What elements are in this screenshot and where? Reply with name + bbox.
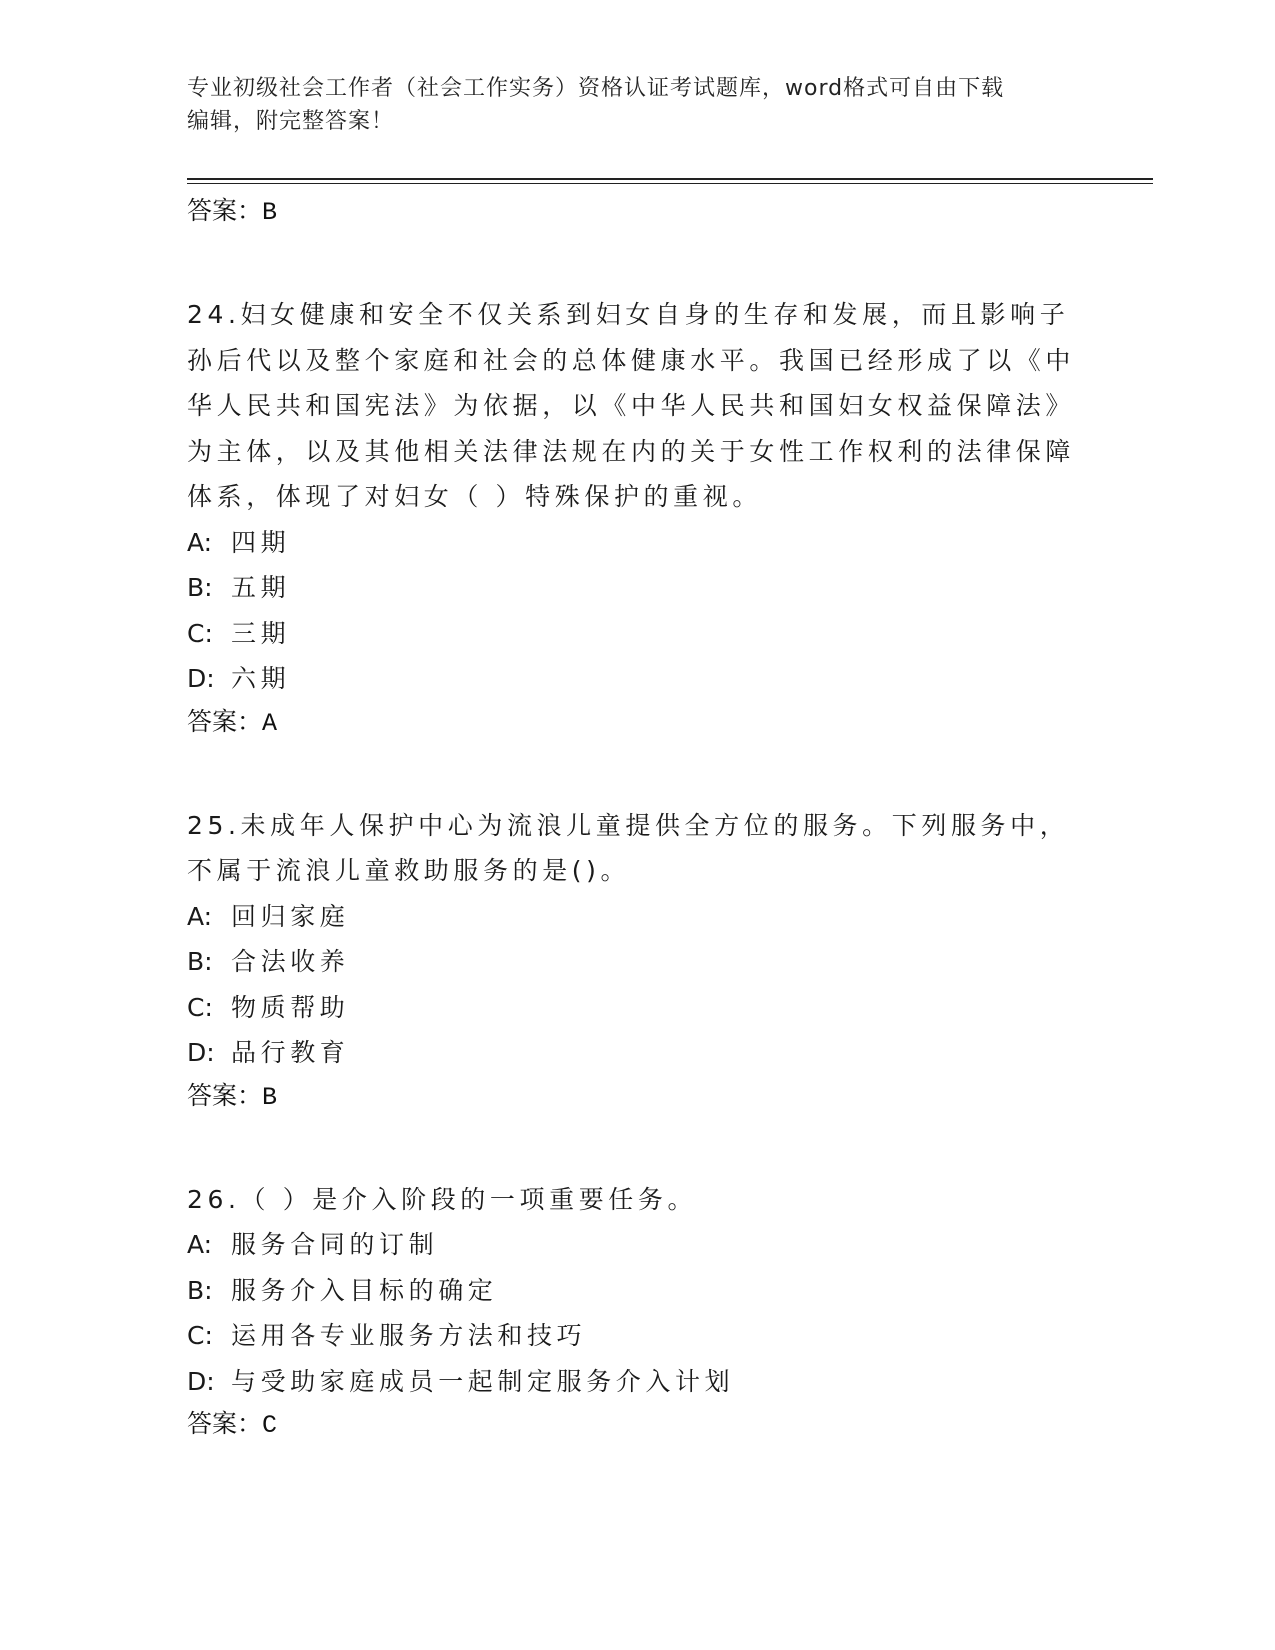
- option-letter: C:: [187, 1321, 213, 1350]
- question-list: [187, 191, 1087, 1444]
- option-a: [187, 520, 1087, 566]
- option-letter: C:: [187, 618, 213, 648]
- question-stem: 26.（ ）是介入阶段的一项重要任务。: [187, 1184, 698, 1214]
- option-text: 与受助家庭成员一起制定服务介入计划: [231, 1366, 735, 1396]
- question-answer: [187, 1076, 1087, 1116]
- option-text: 品行教育: [231, 1038, 350, 1067]
- option-letter: B:: [187, 947, 213, 976]
- option-text: 五期: [231, 573, 291, 602]
- answer-value: B: [262, 1082, 278, 1112]
- option-text: 物质帮助: [231, 992, 350, 1022]
- option-letter: B:: [187, 573, 213, 602]
- header-line-1: 专业初级社会工作者（社会工作实务）资格认证考试题库，word格式可自由下载: [187, 76, 1005, 101]
- question-25: [187, 803, 1087, 1116]
- question-24: [187, 292, 1087, 742]
- option-c: [187, 985, 1087, 1031]
- header-divider-thin: [187, 183, 1153, 184]
- question-answer: [187, 1404, 1087, 1444]
- question-26: [187, 1177, 1087, 1445]
- previous-answer: [187, 191, 1087, 231]
- option-d: [187, 1030, 1087, 1076]
- question-stem: 25.未成年人保护中心为流浪儿童提供全方位的服务。下列服务中，不属于流浪儿童救助服务的是()。: [187, 810, 1070, 885]
- option-letter: A:: [187, 901, 213, 931]
- option-letter: C:: [187, 992, 213, 1022]
- answer-label: 答案：: [187, 196, 263, 225]
- question-stem: 24.妇女健康和安全不仅关系到妇女自身的生存和发展，而且影响子孙后代以及整个家庭和社会的总体健康水平。我国已经形成了以《中华人民共和国宪法》为依据，以《中华人民共和国妇女权益保障法》为主体，以及其他相关法律法规在内的关于女性工作权利的法律保障体系，体现了对妇女（ ）特殊保护的重视。: [187, 300, 1076, 511]
- answer-label: 答案：: [187, 706, 263, 736]
- question-answer: [187, 702, 1087, 742]
- option-text: 六期: [231, 664, 291, 693]
- option-text: 三期: [231, 618, 291, 648]
- header-line-2: 编辑，附完整答案！: [187, 109, 395, 134]
- answer-value: B: [262, 198, 278, 227]
- option-a: [187, 894, 1087, 940]
- option-d: [187, 1359, 1087, 1405]
- answer-label: 答案：: [187, 1080, 263, 1110]
- option-text: 四期: [231, 527, 291, 557]
- option-letter: D:: [187, 1366, 215, 1396]
- option-letter: D:: [187, 1038, 215, 1067]
- option-letter: A:: [187, 1230, 213, 1259]
- header-divider-thick: [187, 178, 1153, 180]
- option-text: 合法收养: [231, 947, 350, 976]
- option-b: [187, 939, 1087, 985]
- option-d: [187, 656, 1087, 702]
- option-text: 服务介入目标的确定: [231, 1275, 498, 1305]
- option-text: 服务合同的订制: [231, 1230, 439, 1259]
- option-c: [187, 1313, 1087, 1359]
- option-a: [187, 1222, 1087, 1268]
- answer-value: A: [262, 708, 278, 738]
- option-letter: A:: [187, 527, 213, 557]
- document-header: [187, 72, 1087, 138]
- option-letter: D:: [187, 664, 215, 693]
- option-text: 运用各专业服务方法和技巧: [231, 1321, 587, 1350]
- option-b: [187, 565, 1087, 611]
- answer-label: 答案：: [187, 1409, 263, 1438]
- option-text: 回归家庭: [231, 901, 350, 931]
- option-b: [187, 1268, 1087, 1314]
- answer-value: C: [262, 1411, 278, 1440]
- option-c: [187, 611, 1087, 657]
- option-letter: B:: [187, 1275, 213, 1305]
